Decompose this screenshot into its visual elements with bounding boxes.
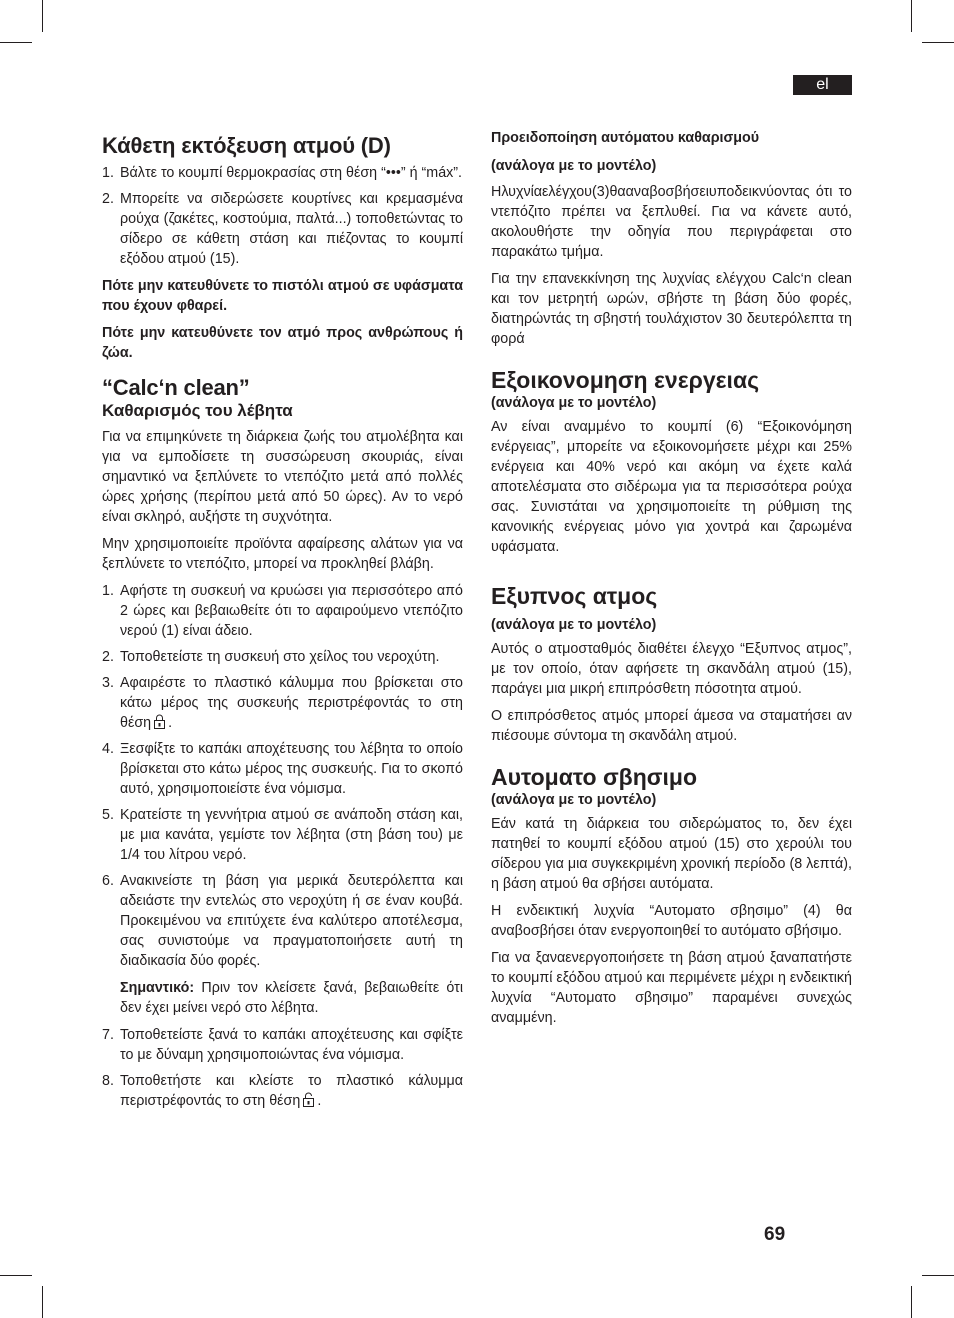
crop-mark [911,0,912,32]
important-label: Σημαντικό: [120,980,195,996]
right-column [491,128,852,1035]
section-subtitle: Καθαρισμός του λέβητα [102,401,293,420]
paragraph: Αυτός ο ατμοσταθμός διαθέτει έλεγχο “Εξυπνος ατμος”, με τον οποίο, όταν αφήσετε τη σκανδάλη ατμού (15), παράγει μια μικρή επιπρόσθετη πόσοτητα ατμού. [491,641,852,697]
section-title-auto-off: Αυτοματο σβησιμο [491,764,698,790]
list-item: 4. Ξεσφίξτε το καπάκι αποχέτευσης του λέβητα το οποίο βρίσκεται στο κάτω μέρος της συσκευής. Για το σκοπό αυτό, χρησιμοποιείστε ένα νόμισμα. [102,741,463,797]
paragraph: Η ενδεικτική λυχνία “Αυτοματο σβησιμο” (4) θα αναβοσβήσει όταν ενεργοποιηθεί το αυτόματο σβήσιμο. [491,903,852,939]
crop-mark [922,42,954,43]
list-item: 2. Μπορείτε να σιδερώσετε κουρτίνες και κρεμασμένα ρούχα (ζακέτες, κοστούμια, παλτά...) τοποθετώντας το σίδερο σε κάθετη στάση και πιέζοντας το κουμπί εξόδου ατμού (15). [102,191,463,267]
paragraph: Εάν κατά τη διάρκεια του σιδερώματος το, δεν έχει πατηθεί το κουμπί εξόδου ατμού (15) στο χερούλι του σίδερου για μια συγκεκριμένη χρονική περίοδο (8 λεπτά), η βάση ατμού θα σβήσει αυτόματα. [491,816,852,892]
warning-text: Πότε μην κατευθύνετε το πιστόλι ατμού σε υφάσματα που έχουν φθαρεί. [102,278,463,314]
list-item: 5. Κρατείστε τη γεννήτρια ατμού σε ανάποδη στάση και, με μια κανάτα, γεμίστε τον λέβητα (στη βάση του) με 1/4 του λίτρου νερό. [102,807,463,863]
crop-mark [42,1286,43,1318]
crop-mark [911,1286,912,1318]
crop-mark [0,1275,32,1276]
paragraph: Ο επιπρόσθετος ατμός μπορεί άμεσα να σταματήσει αν πιέσουμε σύντομα τη σκανδάλη ατμού. [491,708,852,744]
paragraph: Για να επιμηκύνετε τη διάρκεια ζωής του ατμολέβητα και για να εμποδίσετε τη συσσώρευση σκουριάς, είναι σημαντικό να ξεπλύνετε το ντεπόζιτο μετά από πολλές ώρες χρήσης (περίπου μετά από 50 ώρες). Αν το νερό είναι σκληρό, αυξήστε τη συχνότητα. [102,429,463,525]
left-column [102,128,463,1118]
list-item: 1. Αφήστε τη συσκευή να κρυώσει για περισσότερο από 2 ώρες και βεβαιωθείτε ότι το αφαιρούμενο ντεπόζιτο νερού (1) είναι άδειο. [102,583,463,639]
model-note: (ανάλογα με το μοντέλο) [491,617,657,633]
list-item: 8. Τοποθετήστε και κλείστε το πλαστικό κάλυμμα περιστρέφοντάς το στη θέση . [102,1073,463,1109]
list-item: 6. Ανακινείστε τη βάση για μερικά δευτερόλεπτα και αδειάστε την εντελώς στο νεροχύτη ή σε έναν κουβά. Προκειμένου να επιτύχετε ένα καλύτερο αποτέλεσμα, σας συνιστούμε να πραγματοποιήσετε αυτή τη διαδικασία δύο φορές. [102,873,463,969]
crop-mark [922,1275,954,1276]
section-title-smart-steam: Εξυπνος ατμος [491,583,658,609]
model-note: (ανάλογα με το μοντέλο) [491,158,657,174]
section-title-vertical-steam: Κάθετη εκτόξευση ατμού (D) [102,133,391,158]
paragraph: Μην χρησιμοποιείτε προϊόντα αφαίρεσης αλάτων για να ξεπλύνετε το ντεπόζιτο, μπορεί να προκληθεί βλάβη. [102,536,463,572]
warning-text: Πότε μην κατευθύνετε τον ατμό προς ανθρώπους ή ζώα. [102,325,463,361]
important-note: Σημαντικό: Πριν τον κλείσετε ξανά, βεβαιωθείτε ότι δεν έχει μείνει νερό στο λέβητα. [120,980,463,1016]
section-title-energy: Εξοικονομηση ενεργειας [491,367,760,393]
section-title-clean-warning: Προειδοποίηση αυτόματου καθαρισμού [491,130,760,146]
list-item: 2. Τοποθετείστε τη συσκευή στο χείλος του νεροχύτη. [102,649,440,665]
calc-clean-steps-continued [102,1025,463,1111]
list-item: 7. Τοποθετείστε ξανά το καπάκι αποχέτευσης και σφίξτε το με δύναμη χρησιμοποιώντας ένα νόμισμα. [102,1027,463,1063]
lock-icon [154,714,165,729]
crop-mark [0,42,32,43]
paragraph: Για να ξαναενεργοποιήσετε τη βάση ατμού ξαναπατήστε το κουμπί εξόδου ατμού και περιμένετε μέχρι η ενδεικτική λυχνία “Αυτοματο σβησιμο” παραμένει συνεχώς αναμμένη. [491,950,852,1026]
unlock-icon [303,1092,314,1107]
crop-mark [42,0,43,32]
vertical-steam-steps [102,163,463,269]
section-title-calc-clean: “Calc‘n clean” [102,375,250,400]
paragraph: Αν είναι αναμμένο το κουμπί (6) “Εξοικονόμηση ενέργειας”, μπορείτε να εξοικονομήσετε μέχρι και 25% ενέργεια και 40% νερό και ακόμη να έχετε καλά αποτελέσματα στο σιδέρωμα για τα περισσότερα ρούχα σας. Συνιστάται να χρησιμοποιείτε τη ρύθμιση της κανονικής ενέργειας μόνο για χοντρά και ζαρωμένα υφάσματα. [491,419,852,555]
model-note: (ανάλογα με το μοντέλο) [491,395,657,411]
model-note: (ανάλογα με το μοντέλο) [491,792,657,808]
calc-clean-steps [102,581,463,971]
paragraph: Για την επανεκκίνηση της λυχνίας ελέγχου Calc‘n clean και τον μετρητή ωρών, σβήστε τη βάση δύο φορές, διατηρώντάς τη σβηστή τουλάχιστον 30 δευτερόλεπτα τη φορά [491,271,852,347]
paragraph: Ηλυχνίαελέγχου(3)θααναβοσβήσειυποδεικνύοντας ότι το ντεπόζιτο πρέπει να ξεπλυθεί. Για να κάνετε αυτό, ακολουθήστε την οδηγία που περιγράφεται στο παρακάτω τμήμα. [491,184,852,260]
language-badge: el [793,75,852,95]
list-item: 1. Βάλτε το κουμπί θερμοκρασίας στη θέση “•••” ή “máx”. [102,165,463,181]
list-item: 3. Αφαιρέστε το πλαστικό κάλυμμα που βρίσκεται στο κάτω μέρος της συσκευής περιστρέφοντάς το στη θέση . [102,675,463,731]
page-number: 69 [764,1224,786,1245]
